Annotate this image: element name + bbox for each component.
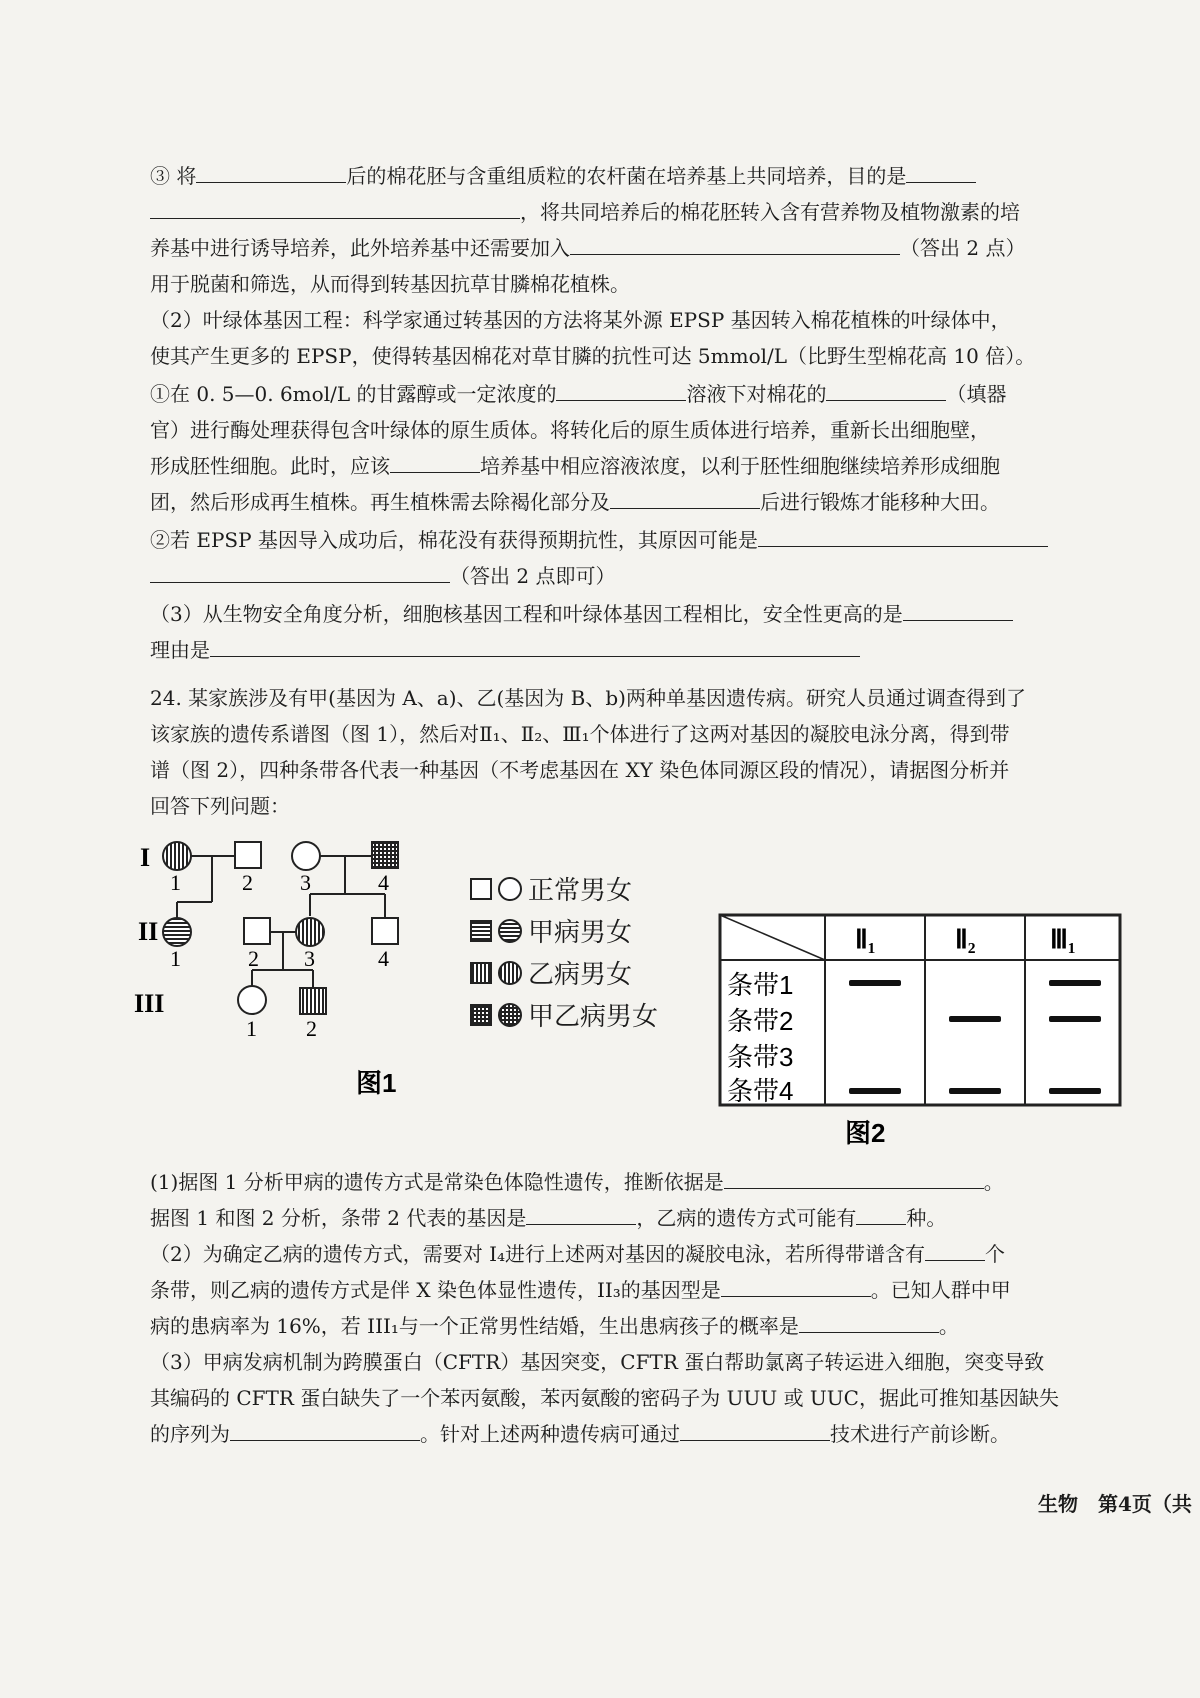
answer-blank[interactable] — [856, 1204, 906, 1225]
q23-line-3: 养基中进行诱导培养，此外培养基中还需要加入 （答出 2 点） — [150, 236, 1026, 260]
answer-blank[interactable] — [758, 526, 1048, 547]
I3-label: 3 — [300, 870, 311, 895]
q23-p3-line-1: （3）从生物安全角度分析，细胞核基因工程和叶绿体基因工程相比，安全性更高的是 — [150, 600, 1013, 628]
q24-2-line-3: 病的患病率为 16%，若 III₁与一个正常男性结婚，生出患病孩子的概率是 。 — [150, 1314, 959, 1338]
q24-2-line-2: 条带，则乙病的遗传方式是伴 X 染色体显性遗传，II₃的基因型是 。已知人群中甲 — [150, 1278, 1011, 1302]
III1-female-normal — [238, 986, 266, 1014]
q23-p2-line-2: 使其产生更多的 EPSP，使得转基因棉花对草甘膦的抗性可达 5mmol/L（比野生型棉花高 10 倍）。 — [150, 344, 1036, 368]
female-circle-icon — [498, 1003, 522, 1027]
col-header-II2: Ⅱ₂ — [955, 925, 976, 954]
q23-line-4: 用于脱菌和筛选，从而得到转基因抗草甘膦棉花植株。 — [150, 272, 630, 296]
female-circle-icon — [498, 961, 522, 985]
row-label-2: 条带2 — [727, 1006, 794, 1036]
gel-band — [1049, 1016, 1101, 1022]
q23-p2-line-6: 团，然后形成再生植株。再生植株需去除褐化部分及 后进行锻炼才能移种大田。 — [150, 490, 1000, 514]
II1-label: 1 — [170, 946, 181, 971]
q23-p2-line-8: （答出 2 点即可） — [150, 562, 615, 590]
gel-band — [849, 1088, 901, 1094]
III1-label: 1 — [246, 1016, 257, 1041]
row-label-3: 条带3 — [727, 1042, 794, 1072]
I2-label: 2 — [242, 870, 253, 895]
q24-3-line-2: 其编码的 CFTR 蛋白缺失了一个苯丙氨酸，苯丙氨酸的密码子为 UUU 或 UUC，据此可推知基因缺失 — [150, 1386, 1059, 1410]
gel-band-table — [715, 910, 1135, 1150]
answer-blank[interactable] — [925, 1240, 985, 1261]
answer-blank[interactable] — [230, 1420, 420, 1441]
male-square-icon — [470, 962, 492, 984]
answer-blank[interactable] — [390, 452, 480, 473]
answer-blank[interactable] — [150, 562, 450, 583]
gel-band — [1049, 1088, 1101, 1094]
q23-line-1: ③ 将 后的棉花胚与含重组质粒的农杆菌在培养基上共同培养，目的是 — [150, 162, 976, 190]
male-square-icon — [470, 920, 492, 942]
q24-3-line-3: 的序列为 。针对上述两种遗传病可通过 技术进行产前诊断。 — [150, 1422, 1010, 1446]
II3-female-yi — [296, 918, 324, 946]
q24-1-line-1: (1)据图 1 分析甲病的遗传方式是常染色体隐性遗传，推断依据是 。 — [150, 1170, 1004, 1194]
legend-jia: 甲病男女 — [470, 912, 632, 949]
legend-jiayi: 甲乙病男女 — [470, 996, 658, 1033]
I4-label: 4 — [378, 870, 389, 895]
answer-blank[interactable] — [610, 488, 760, 509]
I2-male-normal — [235, 842, 261, 868]
I4-male-jiayi — [372, 842, 398, 868]
II2-label: 2 — [248, 946, 259, 971]
figure2-caption: 图2 — [845, 1118, 886, 1148]
q23-p2-line-4: 官）进行酶处理获得包含叶绿体的原生质体。将转化后的原生质体进行培养，重新长出细胞壁， — [150, 418, 990, 442]
q23-p2-line-5: 形成胚性细胞。此时，应该 培养基中相应溶液浓度，以利于胚性细胞继续培养形成细胞 — [150, 454, 1000, 478]
q23-line-2: ，将共同培养后的棉花胚转入含有营养物及植物激素的培 — [150, 198, 1020, 226]
q23-p2-line-3: ①在 0. 5—0. 6mol/L 的甘露醇或一定浓度的 溶液下对棉花的 （填器 — [150, 382, 1007, 406]
q24-intro-2: 该家族的遗传系谱图（图 1），然后对Ⅱ₁、Ⅱ₂、Ⅲ₁个体进行了这两对基因的凝胶电泳分离，得到带 — [150, 722, 1010, 746]
I1-label: 1 — [170, 870, 181, 895]
answer-blank[interactable] — [799, 1312, 939, 1333]
row-label-1: 条带1 — [727, 970, 794, 1000]
legend-normal: 正常男女 — [470, 870, 632, 907]
answer-blank[interactable] — [724, 1168, 984, 1189]
pedigree-figure — [130, 830, 450, 1100]
col-header-III1: Ⅲ₁ — [1050, 925, 1076, 954]
II2-male-normal — [244, 918, 270, 944]
q23-p3-line-2: 理由是 — [150, 636, 860, 664]
III2-male-yi — [300, 988, 326, 1014]
answer-blank[interactable] — [556, 380, 686, 401]
q24-1-line-2: 据图 1 和图 2 分析，条带 2 代表的基因是 ，乙病的遗传方式可能有 种。 — [150, 1206, 947, 1230]
answer-blank[interactable] — [906, 162, 976, 183]
q24-2-line-1: （2）为确定乙病的遗传方式，需要对 I₄进行上述两对基因的凝胶电泳，若所得带谱含有 个 — [150, 1242, 1005, 1266]
col-header-II1: Ⅱ₁ — [855, 925, 876, 954]
gel-band — [849, 980, 901, 986]
answer-blank[interactable] — [196, 162, 346, 183]
q24-intro-3: 谱（图 2），四种条带各代表一种基因（不考虑基因在 XY 染色体同源区段的情况），请据图分析并 — [150, 758, 1010, 782]
answer-blank[interactable] — [721, 1276, 871, 1297]
gel-band — [949, 1088, 1001, 1094]
gen-label-II: II — [138, 917, 159, 946]
II1-female-jia — [163, 918, 191, 946]
answer-blank[interactable] — [903, 600, 1013, 621]
answer-blank[interactable] — [150, 198, 520, 219]
III2-label: 2 — [306, 1016, 317, 1041]
answer-blank[interactable] — [526, 1204, 636, 1225]
gen-label-I: I — [140, 843, 151, 872]
footer-subject: 生物 — [1038, 1492, 1078, 1516]
gel-band — [1049, 980, 1101, 986]
q24-intro-4: 回答下列问题： — [150, 794, 290, 818]
I1-female-yi — [163, 842, 191, 870]
q24-intro-1: 24. 某家族涉及有甲(基因为 A、a)、乙(基因为 B、b)两种单基因遗传病。研究人员通过调查得到了 — [150, 686, 1026, 710]
male-square-icon — [470, 878, 492, 900]
male-square-icon — [470, 1004, 492, 1026]
q23-p2-line-1: （2）叶绿体基因工程：科学家通过转基因的方法将某外源 EPSP 基因转入棉花植株的叶绿体中， — [150, 308, 1011, 332]
II4-male-normal — [372, 918, 398, 944]
answer-blank[interactable] — [826, 380, 946, 401]
q23-p2-line-7: ②若 EPSP 基因导入成功后，棉花没有获得预期抗性，其原因可能是 — [150, 526, 1048, 554]
answer-blank[interactable] — [680, 1420, 830, 1441]
gel-band — [949, 1016, 1001, 1022]
row-label-4: 条带4 — [727, 1076, 794, 1106]
II4-label: 4 — [378, 946, 389, 971]
q24-3-line-1: （3）甲病发病机制为跨膜蛋白（CFTR）基因突变，CFTR 蛋白帮助氯离子转运进入细胞，突变导致 — [150, 1350, 1045, 1374]
legend-yi: 乙病男女 — [470, 954, 632, 991]
I3-female-normal — [292, 842, 320, 870]
footer-page: 第4页（共 — [1098, 1492, 1192, 1516]
female-circle-icon — [498, 919, 522, 943]
answer-blank[interactable] — [210, 636, 860, 657]
female-circle-icon — [498, 877, 522, 901]
figure1-caption: 图1 — [356, 1068, 397, 1098]
II3-label: 3 — [304, 946, 315, 971]
answer-blank[interactable] — [570, 234, 900, 255]
gen-label-III: III — [134, 989, 165, 1018]
